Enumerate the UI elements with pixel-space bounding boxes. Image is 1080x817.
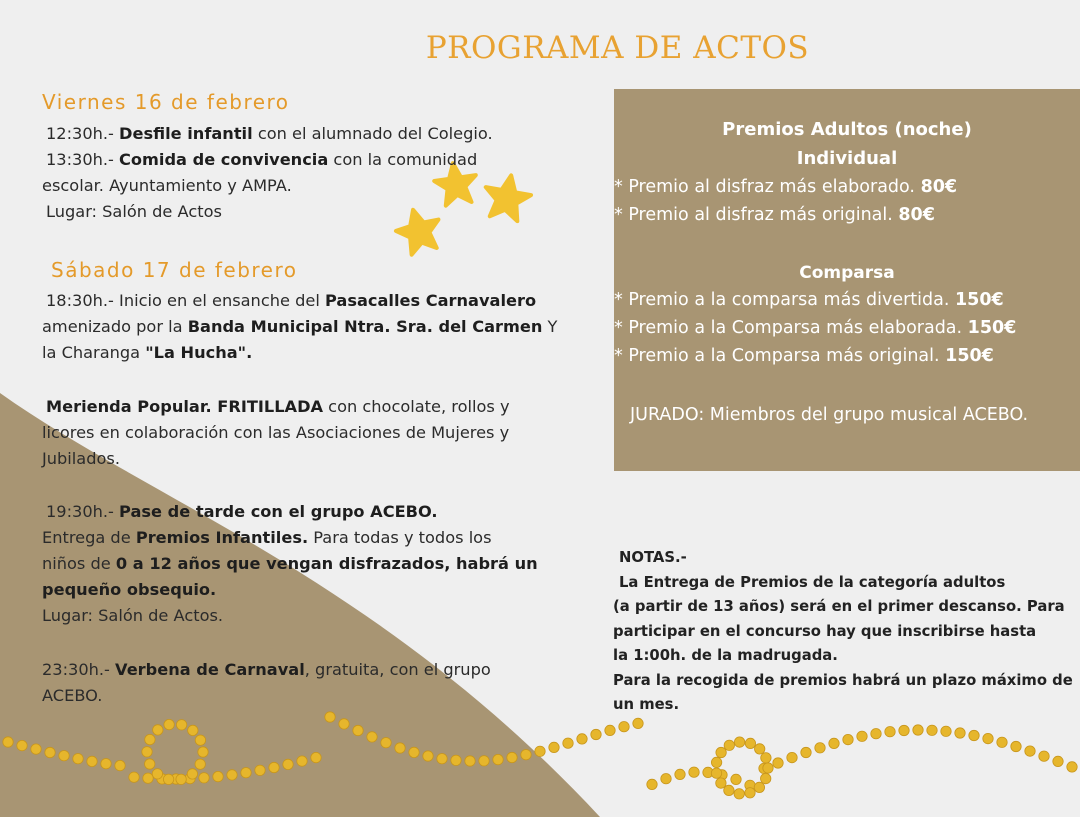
bead [199,773,209,783]
bead [605,725,615,735]
individual-heading: Individual [796,148,898,169]
bead [941,726,951,736]
bead [885,727,895,737]
jurado-text: JURADO: Miembros del grupo musical ACEBO. [630,405,1029,425]
notes-line-1: La Entrega de Premios de la categoría adultos [619,573,1006,591]
bead [353,725,363,735]
comparsa-prize-1: * Premio a la comparsa más divertida. 150€ [614,290,1004,310]
bead [423,751,433,761]
bead [101,759,111,769]
bead [163,774,173,784]
bead [535,746,545,756]
bead [283,759,293,769]
notes-line-4: la 1:00h. de la madrugada. [613,647,838,664]
bead [711,768,721,778]
bead [367,732,377,742]
bead [724,785,734,795]
notes-line-5: Para la recogida de premios habrá un plazo máximo de [613,671,1073,689]
bead [381,738,391,748]
saturday-line-1: 18:30h.- Inicio en el ensanche del Pasacalles Carnavalero [46,291,537,310]
bead [773,758,783,768]
bead [45,747,55,757]
bead [437,754,447,764]
bead [3,737,13,747]
notes-line-6: un mes. [613,696,680,713]
bead [843,734,853,744]
bead [311,752,321,762]
bead [1011,741,1021,751]
bead [734,789,744,799]
merienda-line-2: licores en colaboración con las Asociaciones de Mujeres y [42,423,510,442]
bead [815,743,825,753]
bead [255,765,265,775]
bead [465,756,475,766]
pase-line-1: 19:30h.- Pase de tarde con el grupo ACEBO. [46,502,438,521]
bead [927,725,937,735]
bead [871,729,881,739]
notes-block [613,546,1073,718]
bead [724,740,734,750]
bead [787,752,797,762]
bead [479,756,489,766]
individual-prize-1: * Premio al disfraz más elaborado. 80€ [614,177,958,197]
bead [997,737,1007,747]
comparsa-prize-2: * Premio a la Comparsa más elaborada. 150€ [614,318,1017,338]
bead [761,773,771,783]
bead [763,763,773,773]
bead [675,769,685,779]
merienda-line-3: Jubilados. [42,449,120,468]
comparsa-heading: Comparsa [799,263,895,283]
bead [1067,762,1077,772]
stars-decoration [392,160,534,257]
page-title: PROGRAMA DE ACTOS [425,30,810,66]
bead [716,747,726,757]
bead [325,712,335,722]
bead [17,740,27,750]
bead [591,729,601,739]
bead [143,773,153,783]
comparsa-prize-3: * Premio a la Comparsa más original. 150€ [614,346,994,366]
bead [73,754,83,764]
prizes-heading: Premios Adultos (noche) [722,119,972,140]
bead [661,774,671,784]
bead [241,768,251,778]
bead [188,725,198,735]
bead [955,728,965,738]
bead [857,731,867,741]
bead [142,747,152,757]
bead [761,753,771,763]
verbena-line-1: 23:30h.- Verbena de Carnaval, gratuita, con el grupo [42,660,491,679]
bead [493,754,503,764]
bead [269,762,279,772]
bead [521,750,531,760]
bead [152,769,162,779]
bead [745,738,755,748]
bead [899,725,909,735]
bead [734,737,744,747]
merienda-line-1: Merienda Popular. FRITILLADA con chocolate, rollos y [46,397,510,416]
bead [87,756,97,766]
pase-line-4: pequeño obsequio. [42,580,217,599]
pase-line-2: Entrega de Premios Infantiles. Para todas y todos los [42,528,492,547]
bead [711,757,721,767]
notes-heading: NOTAS.- [619,549,687,566]
pase-line-3: niños de 0 a 12 años que vengan disfrazados, habrá un [42,554,538,573]
bead [1025,746,1035,756]
bead [716,778,726,788]
pase-line-5: Lugar: Salón de Actos. [42,606,224,625]
bead [451,755,461,765]
bead [647,779,657,789]
bead [801,747,811,757]
bead [227,770,237,780]
notes-line-2: (a partir de 13 años) será en el primer descanso. Para [613,598,1065,615]
star-icon [481,171,534,222]
bead [549,742,559,752]
bead [297,756,307,766]
bead [195,759,205,769]
adult-prizes-panel [614,89,1080,471]
bead [115,760,125,770]
bead [745,788,755,798]
saturday-line-3: la Charanga "La Hucha". [42,343,253,362]
friday-line-1: 12:30h.- Desfile infantil con el alumnado del Colegio. [46,124,493,143]
bead [577,734,587,744]
bead [689,767,699,777]
bead [507,752,517,762]
bead [395,743,405,753]
bead [1053,756,1063,766]
bead [31,744,41,754]
friday-line-4: Lugar: Salón de Actos [46,202,222,221]
bead [754,782,764,792]
bead [153,725,163,735]
bead [563,738,573,748]
bead [1039,751,1049,761]
bead [145,734,155,744]
friday-line-2: 13:30h.- Comida de convivencia con la comunidad [46,150,478,169]
bead [409,747,419,757]
bead [129,772,139,782]
bead [619,722,629,732]
bead [731,774,741,784]
saturday-heading: Sábado 17 de febrero [51,258,298,282]
bead [755,744,765,754]
bead [59,751,69,761]
bead [969,730,979,740]
bead [198,747,208,757]
friday-heading: Viernes 16 de febrero [42,90,290,114]
bead [913,725,923,735]
bead [176,774,186,784]
bead [633,718,643,728]
bead [176,720,186,730]
bead [339,719,349,729]
bead [983,733,993,743]
individual-prize-2: * Premio al disfraz más original. 80€ [614,205,935,225]
verbena-line-2: ACEBO. [42,686,103,705]
notes-line-3: participar en el concurso hay que inscribirse hasta [613,622,1037,640]
friday-line-3: escolar. Ayuntamiento y AMPA. [42,176,292,195]
bead [187,769,197,779]
bead [829,738,839,748]
bead [145,759,155,769]
saturday-line-2: amenizado por la Banda Municipal Ntra. Sra. del Carmen Y [42,317,558,336]
star-icon [392,204,446,257]
bead [195,735,205,745]
bead [213,771,223,781]
bead [164,719,174,729]
